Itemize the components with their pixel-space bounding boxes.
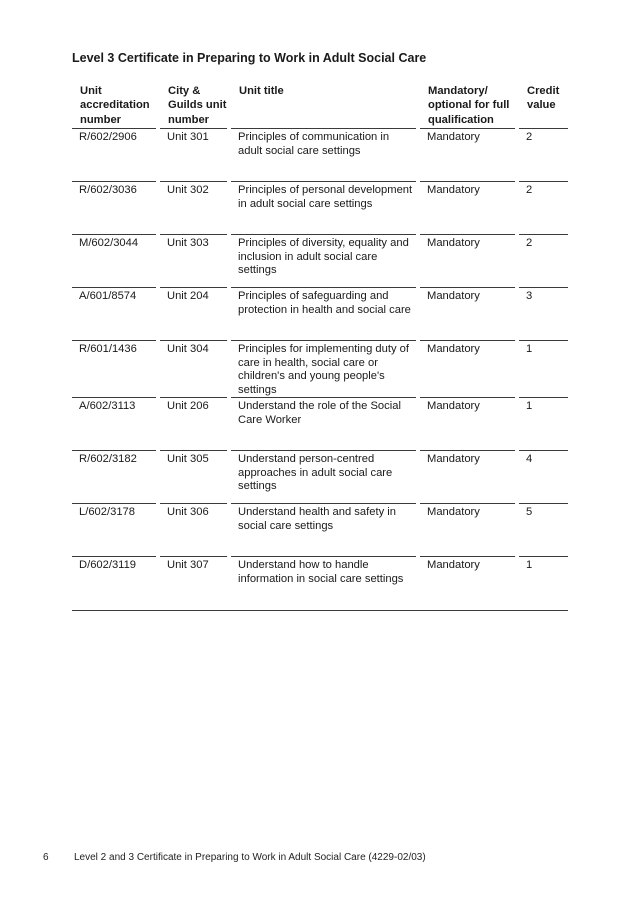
- cell-accreditation-number: L/602/3178: [72, 503, 160, 556]
- unit-table: [72, 84, 568, 609]
- unit-title-line: social care settings: [238, 519, 334, 532]
- unit-title-line: Principles of diversity, equality and: [238, 237, 409, 249]
- cell-unit-number: Unit 303: [160, 234, 231, 287]
- unit-title-line: approaches in adult social care: [238, 466, 393, 479]
- cell-credit-value: 2: [519, 181, 568, 234]
- cell-unit-title: [231, 234, 420, 287]
- unit-title-line: Principles of safeguarding and: [238, 290, 389, 302]
- cell-accreditation-number: A/601/8574: [72, 287, 160, 340]
- table-row: [72, 397, 568, 450]
- unit-title-line: Understand the role of the Social: [238, 400, 401, 412]
- unit-title-line: care in health, social care or: [238, 356, 378, 369]
- unit-title-line: Understand person-centred: [238, 453, 375, 465]
- cell-unit-number: Unit 305: [160, 450, 231, 503]
- unit-title-line: protection in health and social care: [238, 303, 411, 316]
- unit-title-line: in adult social care settings: [238, 197, 373, 210]
- table-bottom-rule: [72, 610, 568, 611]
- cell-unit-title: [231, 503, 420, 556]
- header-line: Unit title: [239, 85, 284, 97]
- cell-credit-value: 1: [519, 340, 568, 397]
- header-unit-accreditation-number: [72, 84, 160, 128]
- page-number: 6: [43, 852, 49, 863]
- cell-unit-number: Unit 301: [160, 128, 231, 181]
- cell-accreditation-number: D/602/3119: [72, 556, 160, 609]
- cell-unit-number: Unit 206: [160, 397, 231, 450]
- cell-credit-value: 2: [519, 128, 568, 181]
- cell-unit-number: Unit 304: [160, 340, 231, 397]
- table-row: [72, 450, 568, 503]
- cell-accreditation-number: R/602/3182: [72, 450, 160, 503]
- cell-mandatory-status: Mandatory: [420, 287, 519, 340]
- header-unit-title: [231, 84, 420, 128]
- footer-text: Level 2 and 3 Certificate in Preparing to Work in Adult Social Care (4229-02/03): [74, 852, 426, 863]
- cell-credit-value: 3: [519, 287, 568, 340]
- cell-accreditation-number: R/602/3036: [72, 181, 160, 234]
- unit-title-line: Principles of communication in: [238, 131, 390, 143]
- table-row: [72, 128, 568, 181]
- unit-title-line: settings: [238, 264, 277, 276]
- cell-unit-title: [231, 287, 420, 340]
- header-line: qualification: [428, 113, 494, 126]
- cell-mandatory-status: Mandatory: [420, 128, 519, 181]
- cell-unit-title: [231, 450, 420, 503]
- unit-title-line: settings: [238, 383, 277, 396]
- cell-mandatory-status: Mandatory: [420, 397, 519, 450]
- cell-unit-title: [231, 181, 420, 234]
- header-line: number: [168, 113, 210, 126]
- header-line: Mandatory/: [428, 85, 488, 97]
- cell-credit-value: 4: [519, 450, 568, 503]
- table-row: [72, 503, 568, 556]
- unit-title-line: Principles of personal development: [238, 184, 413, 196]
- table-row: [72, 181, 568, 234]
- cell-credit-value: 1: [519, 397, 568, 450]
- cell-mandatory-status: Mandatory: [420, 503, 519, 556]
- unit-title-line: information in social care settings: [238, 572, 404, 585]
- cell-credit-value: 2: [519, 234, 568, 287]
- header-line: optional for full: [428, 99, 510, 112]
- table-header-row: [72, 84, 568, 128]
- cell-accreditation-number: R/601/1436: [72, 340, 160, 397]
- unit-title-line: adult social care settings: [238, 144, 361, 157]
- cell-unit-title: [231, 556, 420, 609]
- cell-mandatory-status: Mandatory: [420, 450, 519, 503]
- document-title: Level 3 Certificate in Preparing to Work in Adult Social Care: [72, 51, 427, 65]
- header-credit-value: [519, 84, 568, 128]
- cell-credit-value: 1: [519, 556, 568, 609]
- header-line: number: [80, 113, 122, 126]
- cell-accreditation-number: A/602/3113: [72, 397, 160, 450]
- unit-title-line: Principles for implementing duty of: [238, 343, 409, 355]
- cell-unit-number: Unit 306: [160, 503, 231, 556]
- cell-mandatory-status: Mandatory: [420, 556, 519, 609]
- table-row: [72, 556, 568, 609]
- header-city-guilds-unit-number: [160, 84, 231, 128]
- table-row: [72, 234, 568, 287]
- unit-title-line: children's and young people's: [238, 370, 385, 382]
- cell-mandatory-status: Mandatory: [420, 234, 519, 287]
- header-line: Guilds unit: [168, 99, 227, 112]
- header-line: Unit: [80, 85, 102, 97]
- cell-unit-number: Unit 204: [160, 287, 231, 340]
- table-row: [72, 287, 568, 340]
- table-body: [72, 128, 568, 609]
- header-line: accreditation: [80, 99, 150, 112]
- header-line: City &: [168, 85, 201, 97]
- header-line: value: [527, 99, 556, 112]
- cell-unit-number: Unit 307: [160, 556, 231, 609]
- unit-title-line: inclusion in adult social care: [238, 250, 378, 263]
- table-row: [72, 340, 568, 397]
- cell-mandatory-status: Mandatory: [420, 340, 519, 397]
- unit-title-line: Understand how to handle: [238, 559, 369, 571]
- header-mandatory-optional: [420, 84, 519, 128]
- cell-accreditation-number: M/602/3044: [72, 234, 160, 287]
- cell-unit-title: [231, 397, 420, 450]
- unit-title-line: Understand health and safety in: [238, 506, 396, 518]
- cell-accreditation-number: R/602/2906: [72, 128, 160, 181]
- unit-title-line: settings: [238, 480, 277, 492]
- cell-unit-title: [231, 128, 420, 181]
- cell-mandatory-status: Mandatory: [420, 181, 519, 234]
- unit-title-line: Care Worker: [238, 413, 302, 426]
- header-line: Credit: [527, 85, 560, 97]
- cell-credit-value: 5: [519, 503, 568, 556]
- cell-unit-number: Unit 302: [160, 181, 231, 234]
- cell-unit-title: [231, 340, 420, 397]
